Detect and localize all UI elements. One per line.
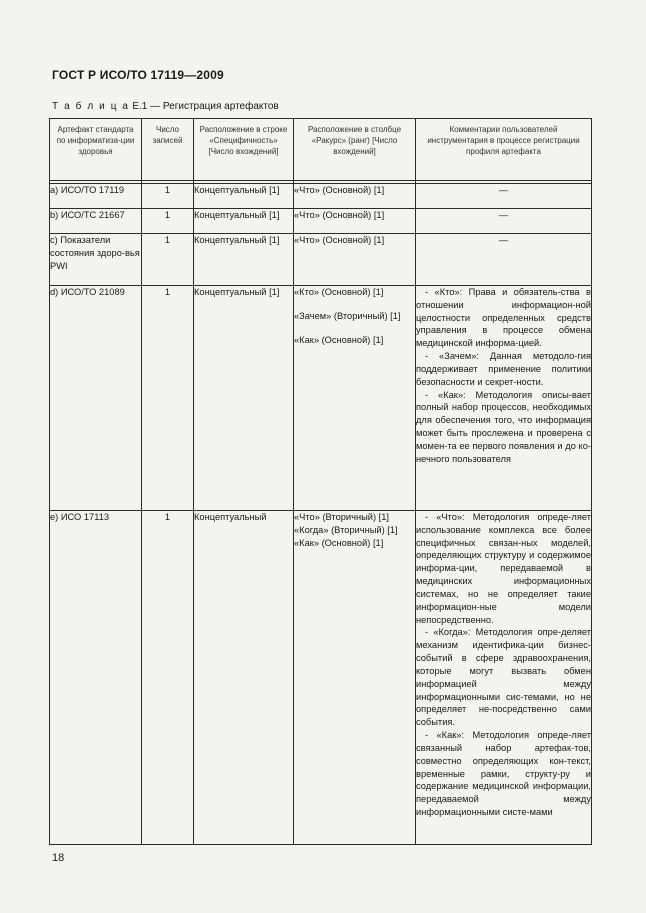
table-header-row — [50, 119, 592, 181]
column-location-cell — [294, 234, 416, 286]
comment-paragraph: - «Что»: Методология опреде-ляет использование комплекса все более специфичных связан-ных моделей, определяющих структуру и содержимое информа-ции, передаваемой в медицинских информационных системах, но не определяет такие информацион-ные модели непосредственно. — [416, 512, 591, 625]
column-location-item: «Кто» (Основной) [1] — [294, 287, 384, 297]
artifact-cell: b) ИСО/ТС 21667 — [50, 209, 142, 234]
column-header-column-location: Расположение в столбце «Ракурс» (ранг) [Число вхождений] — [294, 119, 416, 181]
comment-cell: — — [416, 209, 592, 234]
column-location-item: «Что» (Основной) [1] — [294, 185, 385, 195]
comment-cell — [416, 286, 592, 511]
count-cell: 1 — [142, 234, 194, 286]
column-location-item: «Что» (Основной) [1] — [294, 210, 385, 220]
table-row — [50, 184, 592, 209]
table-row — [50, 234, 592, 286]
row-location-cell: Концептуальный [1] — [194, 286, 294, 511]
column-header-row-location: Расположение в строке «Специфичность» [Число вхождений] — [194, 119, 294, 181]
count-cell: 1 — [142, 209, 194, 234]
row-location-cell: Концептуальный — [194, 511, 294, 845]
table-caption-text: — Регистрация артефактов — [147, 101, 279, 112]
comment-paragraph: - «Когда»: Методология опре-деляет механизм идентифика-ции бизнес-событий в сфере здравоохранения, которые могут вызвать обмен информацией между информационными сис-темами, но не определяет не-посредственно сами события. — [416, 627, 591, 728]
page-number: 18 — [52, 852, 65, 864]
column-location-cell — [294, 184, 416, 209]
comment-paragraph: - «Как»: Методология опреде-ляет связанный набор артефак-тов, совместно определяющих кон-текст, временные рамки, структу-ру и содержание медицинской информации, передаваемой между информационными систе-мами — [416, 730, 591, 818]
column-location-item: «Что» (Основной) [1] — [294, 235, 385, 245]
column-location-cell — [294, 286, 416, 511]
table-row — [50, 209, 592, 234]
table-caption-number: Е.1 — [132, 101, 148, 112]
artifact-cell: е) ИСО 17113 — [50, 511, 142, 845]
artifact-registration-table — [49, 118, 592, 845]
column-location-item: «Когда» (Вторичный) [1] — [294, 524, 398, 535]
comment-cell — [416, 511, 592, 845]
column-location-item: «Что» (Вторичный) [1] — [294, 512, 389, 522]
artifact-cell: d) ИСО/ТО 21089 — [50, 286, 142, 511]
table-row — [50, 511, 592, 845]
column-header-comments: Комментарии пользователей инструментария в процессе регистрации профиля артефакта — [416, 119, 592, 181]
column-location-cell — [294, 511, 416, 845]
row-location-cell: Концептуальный [1] — [194, 234, 294, 286]
column-location-item: «Как» (Основной) [1] — [294, 537, 384, 548]
comment-cell: — — [416, 184, 592, 209]
count-cell: 1 — [142, 511, 194, 845]
column-header-artifact: Артефакт стандарта по информатиза-ции здоровья — [50, 119, 142, 181]
count-cell: 1 — [142, 286, 194, 511]
column-header-count: Число записей — [142, 119, 194, 181]
comment-cell: — — [416, 234, 592, 286]
comment-paragraph: - «Кто»: Права и обязатель-ства в отношении информацион-ной целостности определенных средств управления в процессе обмена медицинской информа-цией. — [416, 287, 591, 349]
table-caption-label: Т а б л и ц а — [52, 101, 130, 112]
row-location-cell: Концептуальный [1] — [194, 184, 294, 209]
table-row — [50, 286, 592, 511]
column-location-item: «Как» (Основной) [1] — [294, 334, 384, 345]
comment-paragraph: - «Как»: Методология описы-вает полный набор процессов, необходимых для обеспечения того, что информация может быть прослежена и проверена с момен-та ее первого появления и до ко-нечного пользователя — [416, 389, 591, 464]
comment-paragraph: - «Зачем»: Данная методоло-гия поддерживает применение политики безопасности и секрет-ности. — [416, 351, 591, 387]
column-location-item: «Зачем» (Вторичный) [1] — [294, 310, 401, 321]
artifact-cell: а) ИСО/ТО 17119 — [50, 184, 142, 209]
document-header: ГОСТ Р ИСО/ТО 17119—2009 — [52, 68, 224, 82]
table-caption — [52, 101, 279, 112]
column-location-cell — [294, 209, 416, 234]
count-cell: 1 — [142, 184, 194, 209]
row-location-cell: Концептуальный [1] — [194, 209, 294, 234]
artifact-cell: с) Показатели состояния здоро-вья PWI — [50, 234, 142, 286]
